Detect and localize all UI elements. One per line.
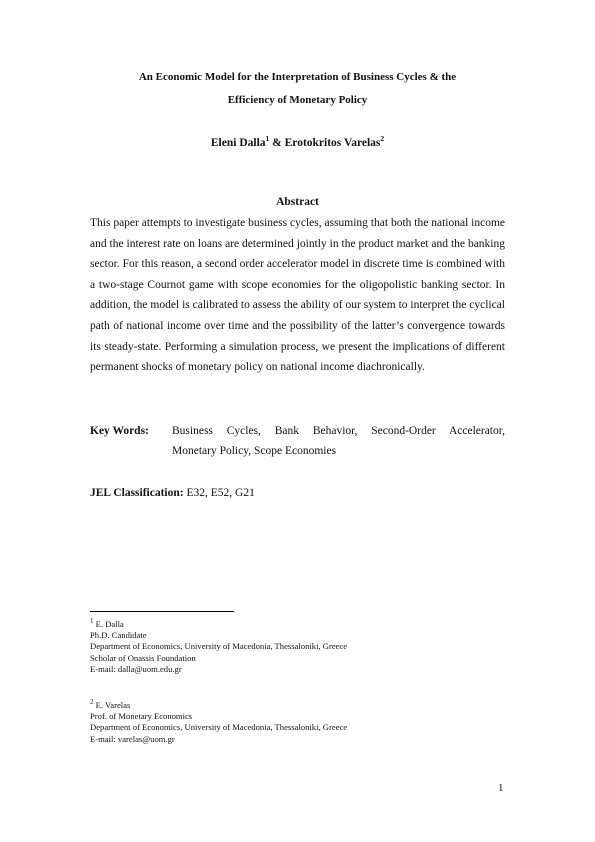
footnote-1-line: Ph.D. Candidate bbox=[90, 630, 147, 641]
footnote-1-line: Department of Economics, University of Macedonia, Thessaloniki, Greece bbox=[90, 641, 348, 652]
abstract-body: This paper attempts to investigate business cycles, assuming that both the national income and the interest rate on loans are determined jointly in the product market and the banking sector. For this reason, a second order accelerator model in discrete time is combined with a two-stage Cournot game with scope economies for the oligopolistic banking sector. In addition, the model is calibrated to assess the ability of our system to interpret the cyclical path of national income over time and the possibility of the latter’s convergence towards its steady-state. Performing a simulation process, we present the implications of different permanent shocks of monetary policy on national income diachronically. bbox=[90, 217, 505, 374]
authors bbox=[0, 134, 595, 149]
author-connector: & bbox=[269, 136, 285, 149]
footnote-separator bbox=[90, 611, 234, 612]
footnote-1-name: E. Dalla bbox=[95, 619, 124, 629]
keywords-label: Key Words: bbox=[90, 425, 149, 437]
author-1: Eleni Dalla bbox=[210, 136, 266, 149]
author-2: Erotokritos Varelas bbox=[284, 136, 381, 149]
jel-label: JEL Classification: bbox=[90, 487, 184, 499]
author-2-footnote-mark[interactable]: 2 bbox=[380, 134, 385, 143]
footnote-2-email[interactable]: E-mail: varelas@uom.gr bbox=[90, 733, 175, 744]
paper-title-line-1: An Economic Model for the Interpretation of Business Cycles & the bbox=[138, 71, 457, 83]
footnote-2-line: Department of Economics, University of Macedonia, Thessaloniki, Greece bbox=[90, 722, 348, 733]
footnote-2 bbox=[90, 700, 347, 745]
footnote-2-name: E. Varelas bbox=[95, 700, 131, 710]
footnote-2-line: Prof. of Monetary Economics bbox=[90, 711, 193, 722]
jel-codes: E32, E52, G21 bbox=[183, 487, 255, 499]
author-1-footnote-mark[interactable]: 1 bbox=[265, 134, 270, 143]
keywords-line-2: Monetary Policy, Scope Economies bbox=[172, 445, 337, 457]
abstract-heading: Abstract bbox=[276, 196, 319, 208]
jel-classification bbox=[90, 487, 255, 499]
page-number: 1 bbox=[498, 782, 504, 794]
footnote-1-line: Scholar of Onassis Foundation bbox=[90, 652, 196, 663]
paper-title-line-2: Efficiency of Monetary Policy bbox=[227, 94, 368, 106]
footnote-1 bbox=[90, 619, 347, 675]
keywords-line-1: Business Cycles, Bank Behavior, Second-Order Accelerator, bbox=[172, 425, 505, 437]
footnote-2-header: $^2$ E. Varelas bbox=[90, 698, 131, 710]
footnote-1-header: $^1$ E. Dalla bbox=[90, 617, 124, 629]
footnote-1-email[interactable]: E-mail: dalla@uom.edu.gr bbox=[90, 663, 182, 674]
